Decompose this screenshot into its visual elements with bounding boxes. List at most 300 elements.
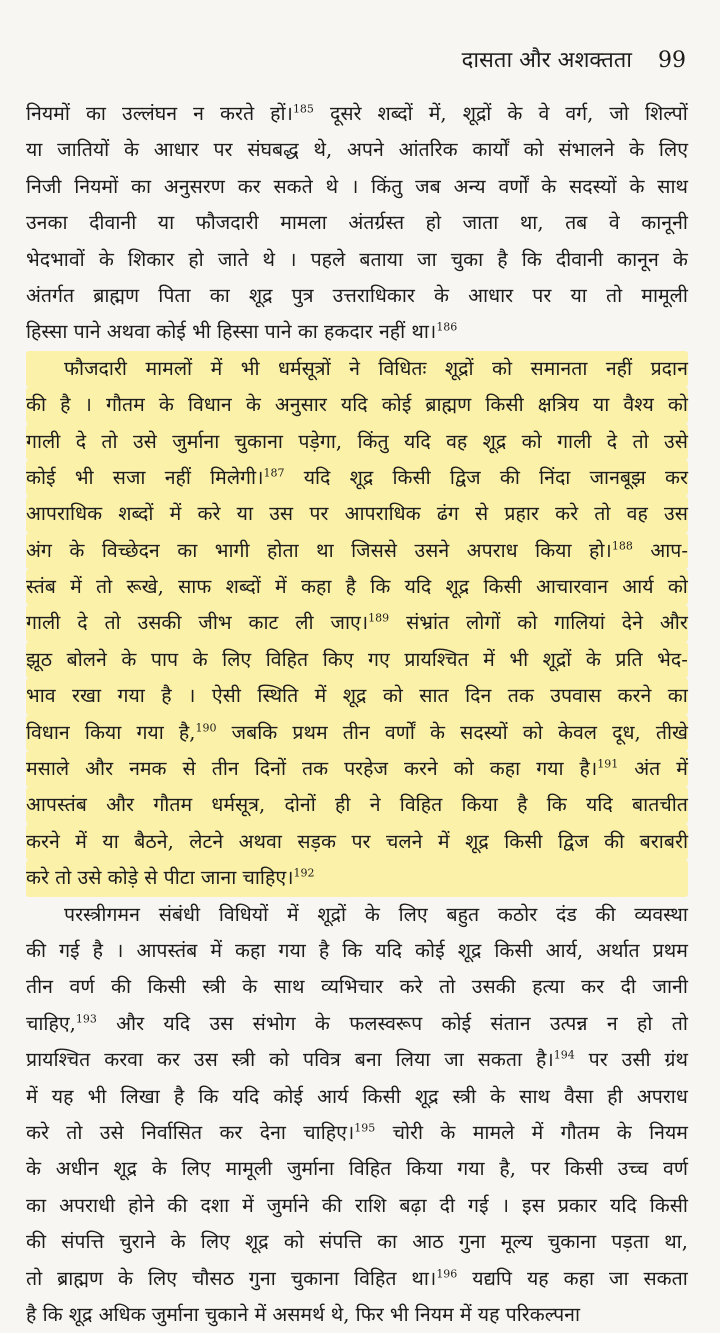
word: के	[123, 138, 139, 162]
word: नहीं	[164, 465, 191, 489]
word: उस	[193, 1048, 218, 1072]
word: कि	[370, 575, 391, 599]
word: या	[570, 283, 587, 307]
word: यदि	[404, 575, 432, 599]
word: के	[629, 138, 645, 162]
word: तो	[104, 611, 121, 635]
word: विहित	[399, 793, 443, 817]
word: लिखा	[120, 1084, 160, 1108]
word: दी	[439, 1193, 455, 1217]
word: है	[517, 793, 528, 817]
word: तो	[671, 1011, 688, 1035]
text-line	[26, 132, 688, 168]
word: उसी	[621, 1048, 651, 1072]
word: भी	[87, 1084, 107, 1108]
word: जुर्माना	[151, 1302, 199, 1326]
word: को	[269, 1048, 290, 1072]
word: गौतम	[560, 1120, 600, 1144]
word: धर्मसूत्रों	[277, 356, 331, 380]
word: ग्रंथ	[664, 1048, 688, 1072]
word: के	[192, 647, 208, 671]
word: व्यभिचार	[320, 975, 384, 999]
word: नहीं	[378, 320, 406, 344]
word: नियमों	[74, 174, 119, 198]
word: थे,	[313, 138, 333, 162]
word: तो	[55, 866, 72, 890]
word: नमक	[129, 757, 167, 781]
word: जीभ	[198, 611, 232, 635]
word: जिससे	[351, 538, 397, 562]
word: पर	[351, 829, 371, 853]
word: ब्राह्मण	[425, 393, 472, 417]
word: निंदा	[539, 465, 571, 489]
word: उपवास	[550, 684, 602, 708]
word: के	[242, 975, 258, 999]
word: करने	[617, 684, 652, 708]
word: तो	[632, 429, 649, 453]
text-line	[26, 751, 688, 787]
word: को	[521, 429, 542, 453]
word: कर	[157, 1048, 180, 1072]
word: शूद्रों	[444, 356, 474, 380]
word: के	[98, 247, 114, 271]
word: था,	[664, 1230, 688, 1254]
word: बैठने,	[134, 829, 174, 853]
word: से	[182, 757, 196, 781]
word: तक	[302, 757, 329, 781]
word: जाए।$^{189}$	[330, 611, 390, 635]
word: को	[453, 757, 474, 781]
word: पुत्र	[291, 283, 314, 307]
word: बराबरी	[639, 829, 688, 853]
word: कानून	[617, 247, 659, 271]
word: शूद्र	[465, 829, 489, 853]
text-line	[26, 605, 688, 641]
word: असमर्थ	[272, 1302, 325, 1326]
word: शब्दों	[118, 502, 154, 526]
word: लिए	[658, 138, 688, 162]
word: कानूनी	[641, 211, 688, 235]
word: विहित	[265, 647, 309, 671]
word: स्त्री	[202, 975, 226, 999]
text-line	[26, 715, 688, 751]
word: साथ	[657, 174, 688, 198]
word: को	[283, 1230, 304, 1254]
word: फौजदारी	[195, 211, 259, 235]
text-line	[26, 387, 688, 423]
text-line	[26, 169, 688, 205]
word: परिकल्पना	[505, 1302, 581, 1326]
word: तीन	[211, 757, 239, 781]
word: विधियों	[218, 902, 269, 926]
word: शूद्र	[445, 575, 470, 599]
word: और	[659, 611, 688, 635]
word: दशा	[200, 1193, 230, 1217]
word: फलस्वरूप	[349, 1011, 423, 1035]
word: में	[242, 1193, 254, 1217]
text-line	[26, 969, 688, 1005]
word: के	[121, 647, 137, 671]
word: प्रहार	[504, 502, 539, 526]
running-header	[462, 44, 686, 74]
word: अनुसार	[274, 393, 327, 417]
word: के	[364, 902, 380, 926]
word: आर्य	[317, 1084, 349, 1108]
word: को	[517, 611, 538, 635]
word: किसी	[362, 1084, 401, 1108]
word: वैसा	[564, 1084, 594, 1108]
word: अंतर्ग्रस्त	[348, 211, 405, 235]
word: साथ	[519, 1084, 550, 1108]
word: में	[459, 1302, 472, 1326]
word: गया	[117, 684, 145, 708]
word: किसी	[485, 393, 524, 417]
word: गए	[368, 647, 390, 671]
word: चुकाना	[234, 429, 283, 453]
word: लिए	[398, 902, 428, 926]
word: वर्ग,	[565, 102, 594, 125]
word: संभ्रांत	[406, 611, 450, 635]
word: प्रदान	[650, 356, 688, 380]
page-number: 99	[658, 48, 686, 73]
word: चुराने	[119, 1230, 156, 1254]
word: भाव	[26, 684, 56, 708]
word: पर	[309, 502, 329, 526]
word: गया	[136, 720, 164, 744]
word: फिर	[355, 1302, 384, 1326]
word: शूद्र	[342, 684, 367, 708]
text-line	[26, 1261, 688, 1297]
word: के	[585, 647, 601, 671]
word: कहा	[235, 938, 266, 962]
word: निजी	[26, 174, 62, 198]
word: किया	[535, 538, 572, 562]
word: की	[321, 1193, 342, 1217]
word: तो	[605, 283, 623, 307]
word: फौजदारी	[64, 356, 127, 380]
word: सकता	[477, 1048, 523, 1072]
word: पर	[213, 138, 233, 162]
word: आर्य	[622, 575, 654, 599]
word: यह	[477, 1302, 500, 1326]
word: के	[616, 1120, 632, 1144]
word: भी	[192, 320, 211, 344]
word: पर	[530, 1157, 550, 1181]
word: को	[667, 575, 688, 599]
word: शूद्र	[245, 1230, 269, 1254]
word: आप-	[650, 538, 688, 562]
word: भेद-	[657, 647, 688, 671]
word: गुना	[458, 1230, 486, 1254]
word: तो	[594, 502, 611, 526]
word: बहुत	[446, 902, 480, 926]
text-line	[26, 787, 688, 823]
word: में	[70, 575, 82, 599]
word: बातचीत	[632, 793, 688, 817]
word: लेटने	[189, 829, 224, 853]
word: ली	[295, 611, 314, 635]
word: गया	[278, 938, 306, 962]
word: में	[286, 902, 299, 926]
word: चाहिए,$^{193}$	[26, 1011, 97, 1035]
word: संबंधी	[158, 902, 201, 926]
word: धर्मसूत्र,	[211, 793, 266, 817]
word: लिया	[395, 1048, 431, 1072]
word: करवा	[104, 1048, 144, 1072]
word: चुकाना	[547, 1230, 597, 1254]
word: किसी	[494, 938, 533, 962]
word: में	[314, 684, 327, 708]
word: के	[629, 174, 645, 198]
word: साफ	[178, 575, 212, 599]
word: उस	[664, 502, 688, 526]
word: की	[604, 829, 625, 853]
word: निर्वासित	[140, 1120, 203, 1144]
word: और	[106, 793, 135, 817]
word: तीन	[26, 975, 53, 999]
text-line	[26, 278, 688, 314]
text-line	[26, 1006, 688, 1042]
word: अपने	[346, 138, 384, 162]
text-line	[26, 242, 688, 278]
word: को	[382, 684, 403, 708]
word: जाता	[462, 211, 499, 235]
text-line	[26, 1151, 688, 1187]
word: उस	[209, 1011, 234, 1035]
word: है	[497, 247, 508, 271]
word: पीटा	[163, 866, 195, 890]
word: किए	[322, 647, 354, 671]
word: प्रकार	[557, 1193, 597, 1217]
word: चुका	[450, 247, 484, 271]
word: था।$^{186}$	[411, 320, 458, 344]
word: चाहिए।$^{192}$	[242, 866, 315, 890]
word: कि	[546, 793, 567, 817]
word: के	[170, 1230, 186, 1254]
word: है	[92, 938, 104, 962]
word: है	[26, 1302, 37, 1326]
word: जा	[417, 247, 437, 271]
word: अंग	[26, 538, 52, 562]
word: संतान	[490, 1011, 531, 1035]
word: स्तंब	[26, 575, 56, 599]
word: रूखे,	[126, 575, 164, 599]
word: जाना	[200, 866, 237, 890]
word: की	[595, 902, 616, 926]
word: है	[60, 393, 71, 417]
word: पाने	[264, 320, 292, 344]
text-line	[26, 1297, 688, 1333]
word: गालियां	[554, 611, 605, 635]
word: को	[667, 393, 688, 417]
word: उत्पन्न	[549, 1011, 588, 1035]
word: शब्दों	[225, 575, 261, 599]
text-line	[26, 351, 688, 387]
word: भी	[240, 356, 260, 380]
word: विधान	[187, 393, 232, 417]
word: का	[26, 1193, 47, 1217]
word: द्विज	[557, 829, 589, 853]
word: या	[26, 138, 43, 162]
word: हो	[188, 247, 204, 271]
word: में	[437, 829, 450, 853]
word: सदस्यों	[460, 720, 508, 744]
word: देने	[621, 611, 643, 635]
word: का	[131, 174, 152, 198]
text-line	[26, 933, 688, 969]
word: और	[85, 757, 114, 781]
word: ।	[501, 1193, 509, 1217]
word: कर	[664, 465, 688, 489]
word: शिकार	[127, 247, 175, 271]
word: लिए	[181, 1157, 211, 1181]
word: संघबद्ध	[247, 138, 299, 162]
word: होने	[128, 1193, 155, 1217]
word: था,	[519, 211, 544, 235]
word: जो	[609, 102, 629, 125]
word: करे	[26, 866, 49, 890]
word: यदि	[340, 393, 368, 417]
word: था	[316, 538, 334, 562]
text-line	[26, 824, 688, 860]
word: कोई	[273, 1084, 303, 1108]
word: तो	[66, 1120, 83, 1144]
word: यदि	[609, 1193, 637, 1217]
word: में	[210, 938, 223, 962]
word: पर	[588, 1048, 608, 1072]
text-line	[26, 424, 688, 460]
word: मामूली	[641, 283, 688, 307]
word: तीन	[342, 720, 370, 744]
word: संपत्ति	[319, 1230, 362, 1254]
word: उस	[269, 502, 294, 526]
word: जुर्माना	[172, 429, 220, 453]
word: को	[522, 720, 543, 744]
word: के	[507, 102, 523, 125]
word: सकता	[643, 1266, 688, 1290]
word: अपराध	[466, 538, 518, 562]
word: जाते	[217, 247, 249, 271]
word: वे	[608, 211, 620, 235]
word: अधीन	[55, 1157, 99, 1181]
word: की	[167, 1193, 188, 1217]
word: पिता	[158, 283, 191, 307]
word: की	[499, 465, 520, 489]
word: रखा	[72, 684, 102, 708]
word: उसे	[99, 1120, 124, 1144]
word: जातियों	[57, 138, 110, 162]
word: केवल	[557, 720, 598, 744]
word: चोरी	[392, 1120, 424, 1144]
word: में	[26, 1084, 38, 1108]
word: दीवानी	[89, 211, 137, 235]
word: जब	[415, 174, 441, 198]
text-line	[26, 678, 688, 714]
word: अपराध	[636, 1084, 688, 1108]
word: किया	[406, 1157, 443, 1181]
word: के	[672, 247, 688, 271]
word: संभोग	[252, 1011, 296, 1035]
word: थे,	[330, 1302, 350, 1326]
word: यद्यपि	[472, 1266, 513, 1290]
word: समानता	[530, 356, 588, 380]
word: उच्च	[617, 1157, 649, 1181]
word: द्विज	[449, 465, 481, 489]
word: काट	[248, 611, 279, 635]
word: आपस्तंब	[136, 938, 198, 962]
word: दे	[606, 429, 618, 453]
word: के	[69, 538, 85, 562]
text-line	[26, 642, 688, 678]
word: उल्लंघन	[122, 102, 178, 125]
word: की	[26, 393, 47, 417]
word: चुकाने	[205, 1302, 249, 1326]
word: के	[158, 393, 174, 417]
word: कोई	[415, 938, 445, 962]
word: संभालने	[558, 138, 615, 162]
word: यदि	[375, 938, 403, 962]
word: है,$^{190}$	[178, 720, 217, 744]
word: हिस्सा	[26, 320, 68, 344]
word: ने	[349, 356, 360, 380]
word: चाहिए।$^{195}$	[303, 1120, 376, 1144]
word: जुर्माना	[286, 1157, 335, 1181]
word: आपराधिक	[344, 502, 421, 526]
word: ।	[84, 393, 92, 417]
word: वह	[626, 502, 648, 526]
word: शब्दों	[377, 102, 413, 125]
word: कर	[237, 174, 261, 198]
word: के	[314, 1011, 330, 1035]
word: किसी	[649, 1193, 688, 1217]
word: करे	[555, 502, 579, 526]
word: किसी	[564, 1157, 603, 1181]
word: कर	[581, 975, 605, 999]
word: तीखे	[655, 720, 688, 744]
word: को	[523, 138, 544, 162]
word: से	[475, 502, 489, 526]
word: अथवा	[238, 829, 282, 853]
word: अथवा	[106, 320, 151, 344]
word: पाने	[73, 320, 101, 344]
word: गुना	[248, 1266, 276, 1290]
word: उत्तराधिकार	[332, 283, 415, 307]
word: ऐसी	[211, 684, 241, 708]
word: लिए	[222, 647, 252, 671]
word: दंड	[555, 902, 577, 926]
text-line	[26, 897, 688, 933]
word: शूद्र	[482, 429, 507, 453]
word: इस	[522, 1193, 545, 1217]
word: क्षत्रिय	[537, 393, 579, 417]
word: यह	[51, 1084, 74, 1108]
word: में	[676, 757, 688, 781]
word: ढंग	[436, 502, 459, 526]
word: के	[440, 1120, 456, 1144]
word: करे	[197, 502, 221, 526]
word: दिन	[465, 684, 492, 708]
word: व्यवस्था	[634, 902, 688, 926]
word: गाली	[26, 429, 61, 453]
word: साथ	[273, 975, 305, 999]
text-line	[26, 1224, 688, 1260]
word: कार्यों	[472, 138, 509, 162]
word: पड़ता	[611, 1230, 650, 1254]
word: कर	[219, 1120, 243, 1144]
word: में	[275, 575, 287, 599]
word: वे	[538, 102, 550, 125]
word: ही	[607, 1084, 623, 1108]
